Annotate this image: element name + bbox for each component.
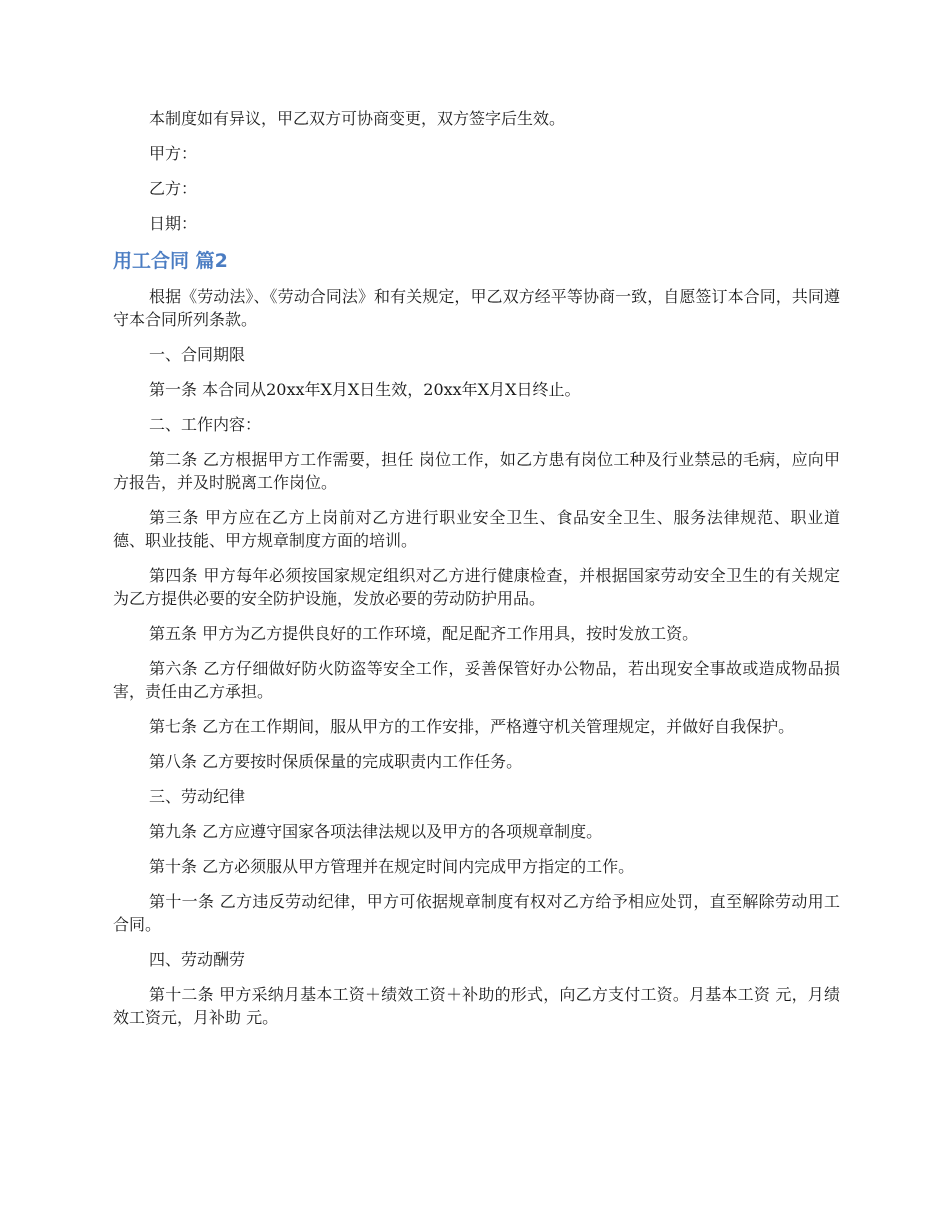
closing-clause: 本制度如有异议，甲乙双方可协商变更，双方签字后生效。	[149, 109, 566, 128]
subheading-contract-term: 一、合同期限	[149, 345, 246, 364]
document-page	[113, 107, 840, 1041]
subheading-labor-pay: 四、劳动酬劳	[149, 950, 246, 969]
clause-11: 第十一条 乙方违反劳动纪律，甲方可依据规章制度有权对乙方给予相应处罚，直至解除劳动用工合同。	[113, 892, 840, 934]
party-b-signature-line: 乙方：	[149, 179, 198, 198]
subheading-labor-discipline: 三、劳动纪律	[149, 787, 246, 806]
clause-10: 第十条 乙方必须服从甲方管理并在规定时间内完成甲方指定的工作。	[149, 857, 635, 876]
clause-9: 第九条 乙方应遵守国家各项法律法规以及甲方的各项规章制度。	[149, 822, 603, 841]
clause-8: 第八条 乙方要按时保质保量的完成职责内工作任务。	[149, 752, 523, 771]
party-a-signature-line: 甲方：	[149, 144, 198, 163]
clause-7: 第七条 乙方在工作期间，服从甲方的工作安排，严格遵守机关管理规定，并做好自我保护。	[149, 717, 795, 736]
clause-3: 第三条 甲方应在乙方上岗前对乙方进行职业安全卫生、食品安全卫生、服务法律规范、职业道德、职业技能、甲方规章制度方面的培训。	[113, 508, 840, 550]
intro-paragraph: 根据《劳动法》、《劳动合同法》和有关规定，甲乙双方经平等协商一致，自愿签订本合同，共同遵守本合同所列条款。	[113, 287, 840, 329]
clause-2: 第二条 乙方根据甲方工作需要，担任 岗位工作，如乙方患有岗位工种及行业禁忌的毛病，应向甲方报告，并及时脱离工作岗位。	[113, 450, 840, 492]
clause-12: 第十二条 甲方采纳月基本工资＋绩效工资＋补助的形式，向乙方支付工资。月基本工资 元，月绩效工资元，月补助 元。	[113, 985, 840, 1027]
clause-4: 第四条 甲方每年必须按国家规定组织对乙方进行健康检查，并根据国家劳动安全卫生的有关规定为乙方提供必要的安全防护设施，发放必要的劳动防护用品。	[113, 566, 840, 608]
date-line: 日期：	[149, 214, 198, 233]
subheading-work-content: 二、工作内容：	[149, 415, 262, 434]
clause-5: 第五条 甲方为乙方提供良好的工作环境，配足配齐工作用具，按时发放工资。	[149, 624, 699, 643]
clause-6: 第六条 乙方仔细做好防火防盗等安全工作，妥善保管好办公物品，若出现安全事故或造成物品损害，责任由乙方承担。	[113, 659, 840, 701]
clause-1: 第一条 本合同从20xx年X月X日生效，20xx年X月X日终止。	[149, 380, 581, 399]
section-heading: 用工合同 篇2	[113, 250, 228, 272]
